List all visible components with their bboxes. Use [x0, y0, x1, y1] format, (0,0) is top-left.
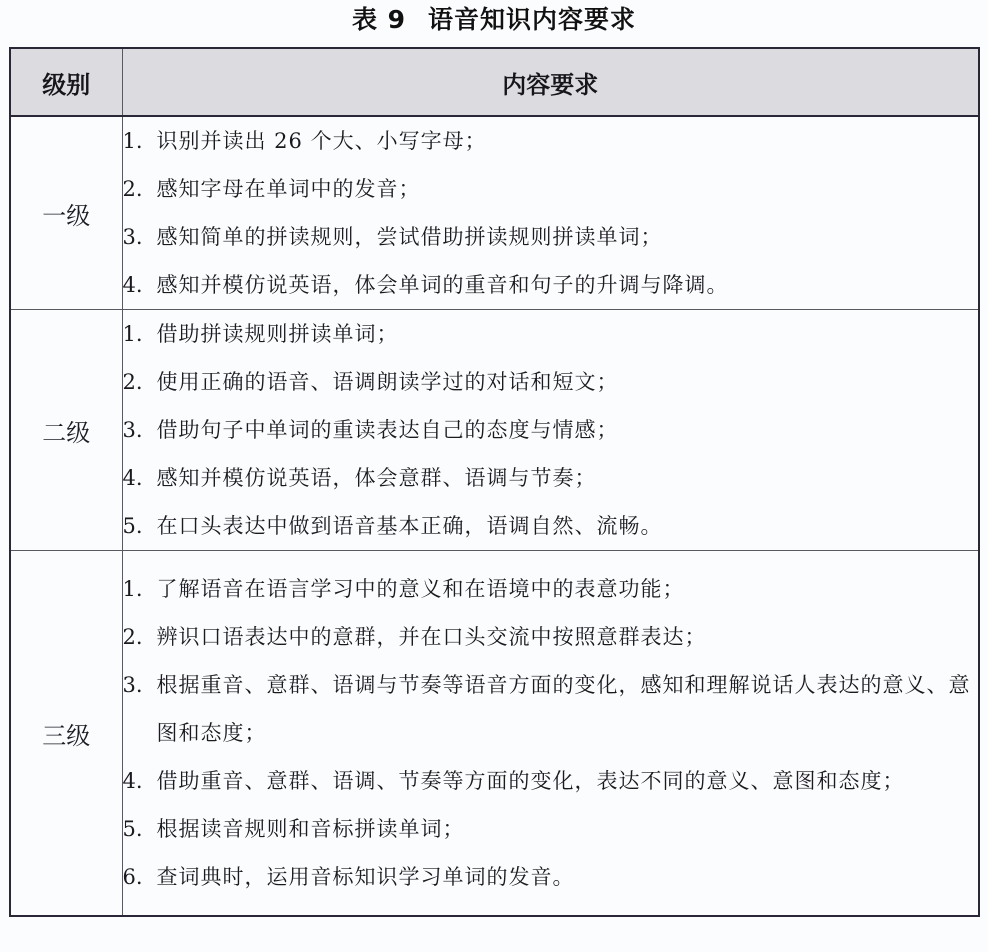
item-index: 2. [122, 625, 143, 649]
item-text: 感知字母在单词中的发音； [156, 177, 421, 201]
level-cell: 二级 [10, 310, 122, 551]
list-item [123, 502, 979, 550]
header-row [10, 48, 979, 116]
item-text: 感知并模仿说英语，体会意群、语调与节奏； [156, 466, 597, 490]
item-index: 2. [122, 370, 143, 394]
list-item [123, 661, 979, 757]
item-index: 5. [122, 817, 143, 841]
item-text: 感知并模仿说英语，体会单词的重音和句子的升调与降调。 [156, 273, 729, 297]
item-index: 1. [122, 322, 143, 346]
content-cell [122, 310, 979, 551]
item-text: 借助拼读规则拼读单词； [156, 322, 399, 346]
header-content: 内容要求 [122, 48, 979, 116]
item-index: 4. [122, 273, 143, 297]
table-row-level-2 [10, 310, 979, 551]
header-level: 级别 [10, 48, 122, 116]
list-item [123, 757, 979, 805]
table-caption [0, 2, 988, 38]
item-text: 根据读音规则和音标拼读单词； [156, 817, 465, 841]
list-item [123, 853, 979, 901]
content-cell [122, 116, 979, 310]
item-text: 借助句子中单词的重读表达自己的态度与情感； [156, 418, 619, 442]
table-title: 语音知识内容要求 [428, 5, 637, 34]
list-item [123, 454, 979, 502]
list-item [123, 805, 979, 853]
content-cell [122, 551, 979, 917]
table-row-level-1 [10, 116, 979, 310]
item-index: 3. [122, 673, 143, 697]
table-row-level-3 [10, 551, 979, 917]
list-item [123, 565, 979, 613]
item-index: 4. [122, 466, 143, 490]
list-item [123, 213, 979, 261]
item-text: 在口头表达中做到语音基本正确，语调自然、流畅。 [156, 514, 663, 538]
item-index: 3. [122, 418, 143, 442]
item-text: 识别并读出 26 个大、小写字母； [156, 129, 487, 153]
item-index: 4. [122, 769, 143, 793]
item-index: 2. [122, 177, 143, 201]
item-index: 1. [122, 577, 143, 601]
level-cell: 一级 [10, 116, 122, 310]
item-text: 辨识口语表达中的意群，并在口头交流中按照意群表达； [156, 625, 707, 649]
item-index: 1. [122, 129, 143, 153]
item-text: 根据重音、意群、语调与节奏等语音方面的变化，感知和理解说话人表达的意义、意图和态度； [156, 673, 971, 745]
list-item [123, 310, 979, 358]
table-number: 表 9 [351, 5, 407, 34]
item-text: 了解语音在语言学习中的意义和在语境中的表意功能； [156, 577, 685, 601]
level-cell: 三级 [10, 551, 122, 917]
item-text: 查词典时，运用音标知识学习单词的发音。 [156, 865, 575, 889]
item-text: 感知简单的拼读规则，尝试借助拼读规则拼读单词； [156, 225, 663, 249]
list-item [123, 117, 979, 165]
item-text: 使用正确的语音、语调朗读学过的对话和短文； [156, 370, 619, 394]
item-index: 5. [122, 514, 143, 538]
content-requirements-table [9, 47, 980, 917]
list-item [123, 406, 979, 454]
item-index: 3. [122, 225, 143, 249]
item-index: 6. [122, 865, 143, 889]
list-item [123, 165, 979, 213]
list-item [123, 261, 979, 309]
list-item [123, 358, 979, 406]
item-text: 借助重音、意群、语调、节奏等方面的变化，表达不同的意义、意图和态度； [156, 769, 905, 793]
list-item [123, 613, 979, 661]
